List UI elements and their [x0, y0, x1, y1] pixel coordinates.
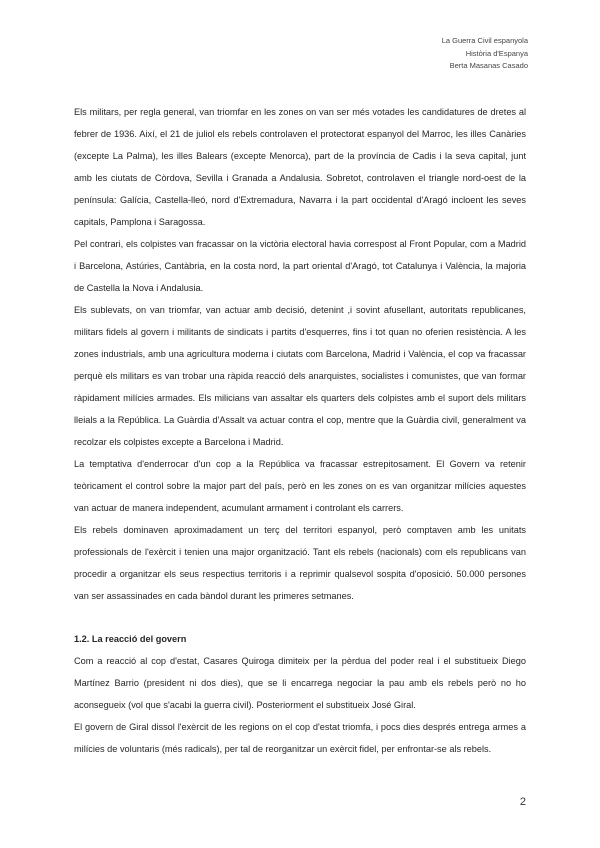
paragraph: Els rebels dominaven aproximadament un terç del territori espanyol, però comptaven amb les unitats professionals de l'exèrcit i tenien una major organització. Tant els rebels (nacionals) com els republicans van procedir a organitzar els seus respectius territoris i a reprimir qualsevol sospita d'oposició. 50.000 persones van ser assassinades en cada bàndol durant les primeres setmanes.	[74, 525, 526, 601]
paragraph: Pel contrari, els colpistes van fracassar on la victòria electoral havia correspost al Front Popular, com a Madrid i Barcelona, Astúries, Cantàbria, en la costa nord, la part oriental d'Aragó, tot Catalunya i València, la majoria de Castella la Nova i Andalusia.	[74, 239, 526, 293]
paragraph: Els sublevats, on van triomfar, van actuar amb decisió, detenint ,i sovint afusellant, autoritats republicanes, militars fidels al govern i militants de sindicats i partits d'esquerres, fins i tot quan no oferien resistència. A les zones industrials, amb una agricultura moderna i ciutats com Barcelona, Madrid i València, el cop va fracassar perquè els militars es van trobar una ràpida reacció dels anarquistes, socialistes i comunistes, que van formar ràpidament milícies armades. Els milicians van assaltar els quarters dels colpistes amb el suport dels militars lleials a la República. La Guàrdia d'Assalt va actuar contra el cop, mentre que la Guàrdia civil, generalment va recolzar els colpistes excepte a Barcelona i Madrid.	[74, 305, 526, 447]
header-title: La Guerra Civil espanyola	[441, 36, 528, 45]
page-header	[442, 35, 528, 73]
page-number: 2	[519, 796, 526, 808]
paragraph: El govern de Giral dissol l'exèrcit de les regions on el cop d'estat triomfa, i pocs dies després entrega armes a milícies de voluntaris (més radicals), per tal de reorganitzar un exèrcit fidel, per enfrontar-se als rebels.	[74, 722, 526, 754]
header-subject: Història d'Espanya	[465, 48, 528, 58]
paragraph: Els militars, per regla general, van triomfar en les zones on van ser més votades les candidatures de dretes al febrer de 1936. Així, el 21 de juliol els rebels controlaven el protectorat espanyol del Marroc, les illes Canàries (excepte La Palma), les illes Balears (excepte Menorca), part de la província de Cadis i la seva capital, junt amb les ciutats de Còrdova, Sevilla i Granada a Andalusia. Sobretot, controlaven el triangle nord-oest de la península: Galícia, Castella-lleó, nord d'Extremadura, Navarra i la part occidental d'Aragó incloent les seves capitals, Pamplona i Saragossa.	[74, 107, 526, 227]
paragraph: La temptativa d'enderrocar d'un cop a la República va fracassar estrepitosament. El Govern va retenir teòricament el control sobre la major part del país, però en les zones on es van organitzar milícies aquestes van actuar de manera independent, acumulant armament i controlant els carrers.	[74, 459, 526, 513]
paragraph: Com a reacció al cop d'estat, Casares Quiroga dimiteix per la pèrdua del poder real i el substitueix Diego Martínez Barrio (president ni dos dies), que se li encarrega negociar la pau amb els rebels però no ho aconsegueix (vol que s'acabi la guerra civil). Posteriorment el substitueix José Giral.	[74, 656, 526, 710]
header-author: Berta Masanas Casado	[449, 61, 528, 70]
document-body	[74, 101, 526, 760]
section-heading: 1.2. La reacció del govern	[74, 634, 187, 644]
